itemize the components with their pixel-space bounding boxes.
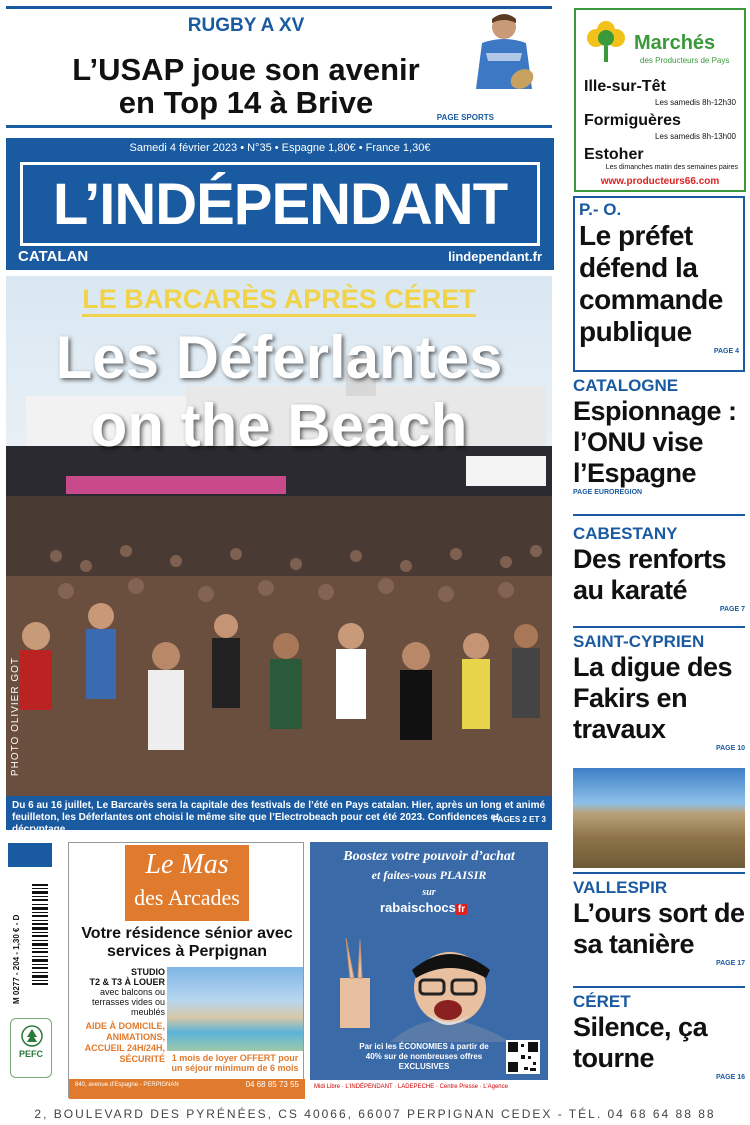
side-story-kicker: SAINT-CYPRIEN — [573, 632, 705, 651]
ad-marches-producteurs[interactable] — [574, 8, 746, 192]
mas-studio-info — [73, 967, 165, 1017]
main-kicker: LE BARCARÈS APRÈS CÉRET — [6, 284, 552, 315]
marches-time: Les samedis 8h-12h30 — [655, 98, 736, 107]
marches-title: Marchés — [634, 32, 716, 54]
side-story-headline: Silence, ça tourne — [573, 1012, 708, 1073]
mas-logo — [125, 845, 249, 921]
mas-contact-bar — [69, 1079, 305, 1099]
side-story-kicker: VALLESPIR — [573, 878, 668, 897]
divider — [573, 626, 745, 628]
rabais-economy: Par ici les ÉCONOMIES à partir de 40% sur de nombreuses offres EXCLUSIVES — [359, 1042, 489, 1071]
mas-balcony: avec balcons ou terrasses vides ou meublés — [91, 987, 165, 1017]
side-story[interactable] — [573, 632, 745, 752]
side-story-kicker: CÉRET — [573, 992, 631, 1011]
marches-url[interactable]: www.producteurs66.com — [600, 176, 720, 187]
mas-logo-line2: des Arcades — [134, 885, 240, 910]
mas-t2t3: T2 & T3 À LOUER — [89, 977, 165, 987]
marches-time: Les dimanches matin des semaines paires — [605, 164, 738, 171]
marches-time: Les samedis 8h-13h00 — [655, 132, 736, 141]
marches-subtitle: des Producteurs de Pays — [640, 56, 730, 65]
side-story-headline: Des renforts au karaté — [573, 544, 727, 605]
side-story[interactable] — [573, 200, 745, 355]
crowd-image — [6, 496, 552, 796]
edition-label: CATALAN — [18, 248, 89, 265]
barcode — [10, 880, 52, 1010]
website-link[interactable]: lindependant.fr — [448, 249, 542, 264]
side-story-page: PAGE 10 — [715, 745, 745, 752]
qr-code-icon — [506, 1040, 540, 1074]
rabais-headline1: Boostez votre pouvoir d’achat — [343, 849, 515, 864]
mas-phone: 04 68 85 73 55 — [245, 1080, 299, 1089]
side-story-page: PAGE EUROREGION — [573, 489, 643, 496]
saint-cyprien-photo — [573, 768, 745, 868]
rabais-brand-name: rabaischocs — [380, 900, 456, 915]
mas-building-photo — [167, 967, 303, 1051]
rugby-page-ref: PAGE SPORTS — [436, 113, 494, 122]
caption-pages: PAGES 2 ET 3 — [492, 815, 546, 824]
rabais-brand — [380, 900, 467, 915]
side-story-headline: La digue des Fakirs en travaux — [573, 652, 733, 744]
side-story-page: PAGE 4 — [713, 348, 739, 355]
main-headline[interactable] — [6, 324, 552, 460]
barcode-text: M 0277 - 204 - 1,30 € - D — [12, 914, 21, 1004]
rabais-brand-tld: fr — [457, 904, 466, 915]
photo-credit: PHOTO OLIVIER GOT — [10, 656, 21, 776]
rugby-headline-line1: L’USAP joue son avenir — [72, 52, 420, 87]
rabais-headline2: et faites-vous PLAISIR — [371, 868, 487, 882]
newspaper-logo: L’INDÉPENDANT — [52, 172, 508, 237]
mas-studio: STUDIO — [130, 967, 165, 977]
ad-mas-des-arcades[interactable] — [68, 842, 304, 1098]
mas-title: Votre résidence sénior avec services à Perpignan — [81, 925, 293, 960]
rugby-headline-line2: en Top 14 à Brive — [118, 85, 374, 120]
rugby-headline[interactable] — [6, 53, 486, 119]
issue-line: Samedi 4 février 2023 • N°35 • Espagne 1,80€ • France 1,30€ — [129, 142, 431, 154]
main-headline-line2: on the Beach — [90, 392, 468, 459]
blue-block — [8, 843, 52, 867]
pefc-logo — [10, 1018, 52, 1078]
mas-logo-line1: Le Mas — [145, 849, 229, 880]
mas-services: AIDE À DOMICILE, ANIMATIONS, ACCUEIL 24H/24H, SÉCURITÉ — [84, 1021, 165, 1064]
side-story[interactable] — [573, 878, 745, 967]
divider — [573, 514, 745, 516]
rabais-on: sur — [422, 887, 436, 898]
pefc-label: PEFC — [18, 1049, 43, 1059]
side-story-kicker: P.- O. — [579, 200, 622, 219]
footer-address: 2, BOULEVARD DES PYRÉNÉES, CS 40066, 66007 PERPIGNAN CEDEX - TÉL. 04 68 64 88 88 — [0, 1104, 750, 1125]
divider — [573, 986, 745, 988]
ad-rabaischocs[interactable] — [310, 842, 548, 1098]
mas-address: 840, avenue d’Espagne - PERPIGNAN — [75, 1082, 179, 1088]
rabais-headline — [310, 848, 548, 902]
marches-location: Formiguères — [584, 112, 681, 129]
side-story-headline: L’ours sort de sa tanière — [573, 898, 745, 959]
logo-box[interactable] — [20, 162, 540, 246]
side-story-page: PAGE 16 — [715, 1074, 745, 1081]
side-story-kicker: CATALOGNE — [573, 376, 679, 395]
flower-logo-icon — [582, 16, 630, 64]
pefc-tree-icon — [21, 1025, 43, 1047]
main-caption — [6, 796, 552, 835]
divider — [573, 872, 745, 874]
top-teaser[interactable] — [6, 6, 552, 128]
marches-location: Estoher — [584, 146, 644, 163]
rabais-partner-logos: Midi Libre · L’INDÉPENDANT · LADEPECHE · Centre Presse · L’Agence — [310, 1080, 548, 1098]
masthead[interactable] — [6, 138, 554, 270]
main-headline-line1: Les Déferlantes — [55, 324, 503, 391]
side-story[interactable] — [573, 992, 745, 1081]
main-photo[interactable] — [6, 276, 552, 796]
side-story-headline: Le préfet défend la commande publique — [579, 220, 723, 347]
side-story-page: PAGE 7 — [719, 606, 745, 613]
smiling-man-image — [320, 918, 540, 1042]
mas-offer: 1 mois de loyer OFFERT pour un séjour minimum de 6 mois — [171, 1053, 299, 1073]
caption-text: Du 6 au 16 juillet, Le Barcarès sera la capitale des festivals de l’été en Pays catalan. Hier, après un long et animé feuilleton, les Déferlantes ont choisi le même site que l’Electrobeach pour cet été 2023. Confidences et décryptage. — [12, 800, 546, 835]
rugby-kicker: RUGBY A XV — [187, 15, 305, 36]
rugby-player-image — [462, 9, 546, 119]
side-story-page: PAGE 17 — [715, 960, 745, 967]
side-story[interactable] — [573, 524, 745, 613]
marches-location: Ille-sur-Têt — [584, 78, 666, 95]
side-story-headline: Espionnage : l’ONU vise l’Espagne — [573, 396, 737, 488]
side-story-kicker: CABESTANY — [573, 524, 678, 543]
side-story[interactable] — [573, 376, 745, 496]
